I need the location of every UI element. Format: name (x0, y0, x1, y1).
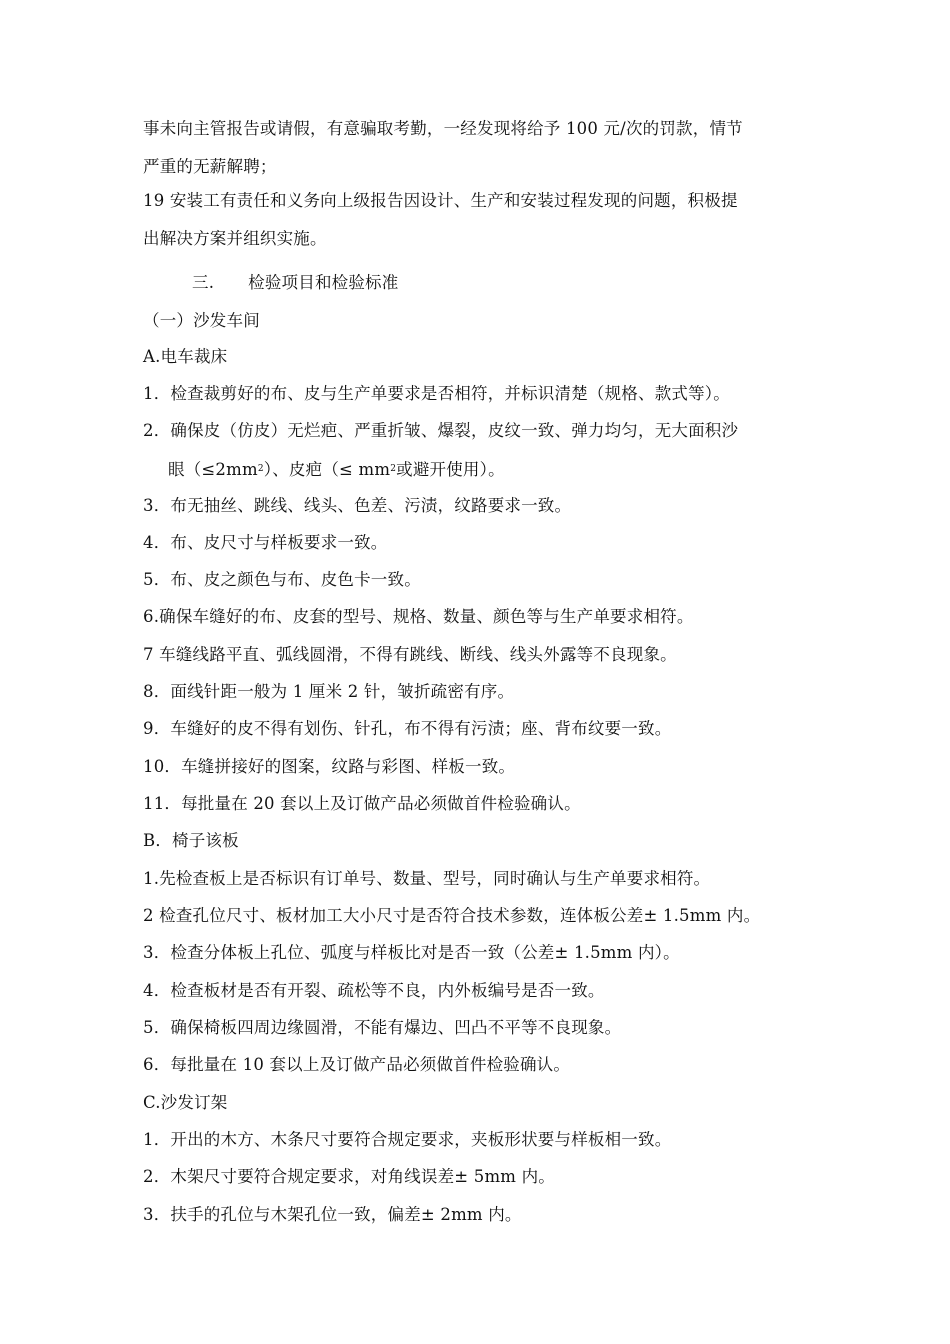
list-item: 3．检查分体板上孔位、弧度与样板比对是否一致（公差± 1.5mm 内）。 (143, 943, 680, 962)
text-line: 事未向主管报告或请假，有意骗取考勤，一经发现将给予 100 元/次的罚款，情节 (143, 119, 743, 138)
list-item: 7 车缝线路平直、弧线圆滑，不得有跳线、断线、线头外露等不良现象。 (143, 645, 677, 664)
list-item: 5．布、皮之颜色与布、皮色卡一致。 (143, 570, 421, 589)
subsection-heading: （一）沙发车间 (143, 311, 260, 330)
list-item: 2．确保皮（仿皮）无烂疤、严重折皱、爆裂，皮纹一致、弹力均匀，无大面积沙 (143, 421, 739, 440)
list-item: 1．检查裁剪好的布、皮与生产单要求是否相符，并标识清楚（规格、款式等）。 (143, 384, 730, 403)
list-item: 4．布、皮尺寸与样板要求一致。 (143, 533, 388, 552)
text-line: 19 安装工有责任和义务向上级报告因设计、生产和安装过程发现的问题，积极提 (143, 191, 738, 210)
list-item: 1．开出的木方、木条尺寸要符合规定要求，夹板形状要与样板相一致。 (143, 1130, 672, 1149)
category-heading: A.电车裁床 (143, 347, 228, 366)
list-item: 10．车缝拼接好的图案，纹路与彩图、样板一致。 (143, 757, 516, 776)
list-item: 2．木架尺寸要符合规定要求，对角线误差± 5mm 内。 (143, 1167, 556, 1186)
section-number: 三. (192, 273, 215, 292)
list-item: 9．车缝好的皮不得有划伤、针孔，布不得有污渍；座、背布纹要一致。 (143, 719, 672, 738)
list-item: 11．每批量在 20 套以上及订做产品必须做首件检验确认。 (143, 794, 581, 813)
category-heading: B．椅子该板 (143, 831, 239, 850)
list-item: 5．确保椅板四周边缘圆滑，不能有爆边、凹凸不平等不良现象。 (143, 1018, 622, 1037)
list-item-continuation: 眼$(\le 2mm^2)$、皮疤（≤ $mm^2$或避开使用）。 (168, 460, 505, 479)
text-line: 严重的无薪解聘； (143, 157, 277, 176)
list-item: 6．每批量在 10 套以上及订做产品必须做首件检验确认。 (143, 1055, 571, 1074)
section-title: 检验项目和检验标准 (248, 273, 399, 292)
list-item: 1.先检查板上是否标识有订单号、数量、型号，同时确认与生产单要求相符。 (143, 869, 711, 888)
list-item: 4．检查板材是否有开裂、疏松等不良，内外板编号是否一致。 (143, 981, 605, 1000)
list-item: 2 检查孔位尺寸、板材加工大小尺寸是否符合技术参数，连体板公差± 1.5mm 内。 (143, 906, 761, 925)
text-line: 出解决方案并组织实施。 (143, 229, 327, 248)
section-heading (192, 272, 398, 294)
list-item: 6.确保车缝好的布、皮套的型号、规格、数量、颜色等与生产单要求相符。 (143, 607, 694, 626)
list-item: 3．布无抽丝、跳线、线头、色差、污渍，纹路要求一致。 (143, 496, 572, 515)
list-item: 8．面线针距一般为 1 厘米 2 针，皱折疏密有序。 (143, 682, 515, 701)
category-heading: C.沙发订架 (143, 1093, 228, 1112)
list-item: 3．扶手的孔位与木架孔位一致，偏差± 2mm 内。 (143, 1205, 522, 1224)
